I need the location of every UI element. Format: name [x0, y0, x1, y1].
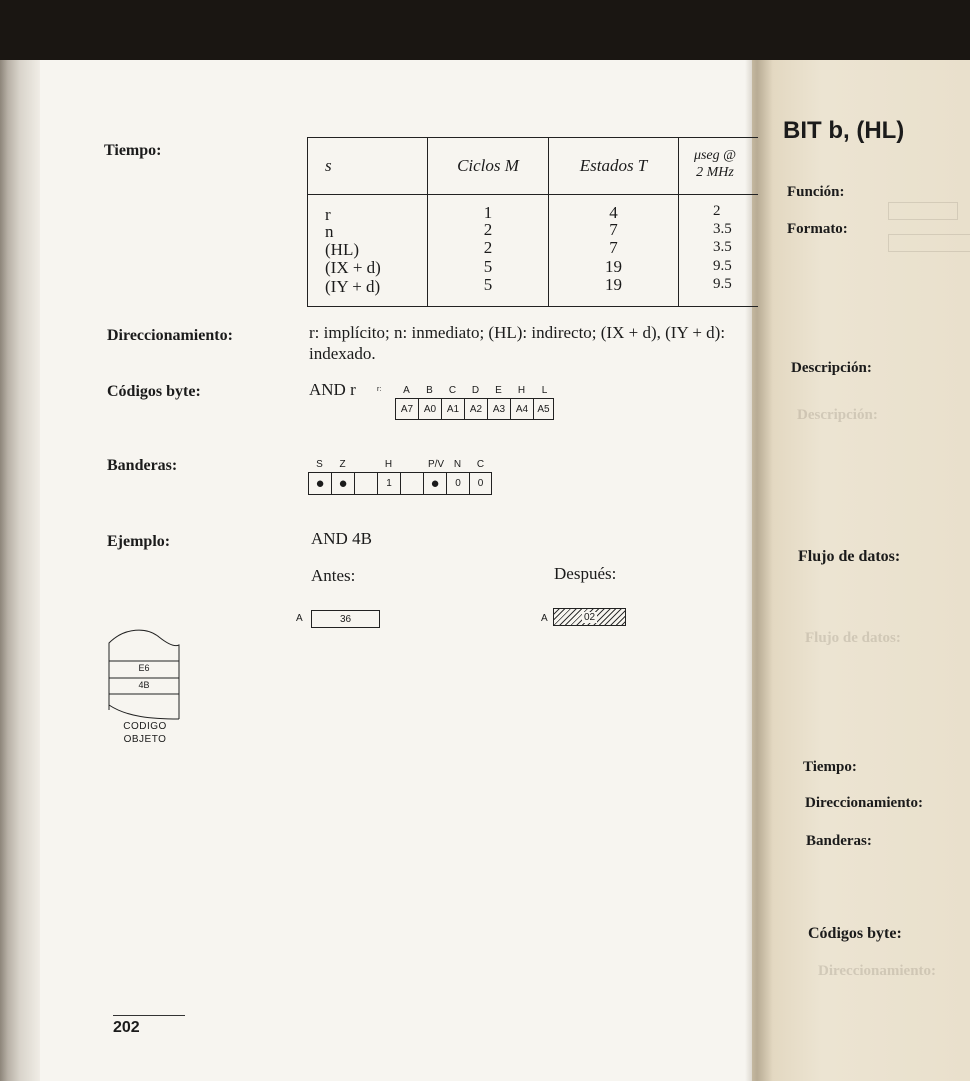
- opcode-cell: A0: [418, 398, 442, 420]
- flag-label-n: N: [453, 459, 462, 470]
- flag-label-z: Z: [339, 459, 346, 470]
- right-label-flujo: Flujo de datos:: [798, 548, 901, 565]
- flag-label-s: S: [316, 459, 323, 470]
- flag-cell: [354, 472, 378, 495]
- table-row-t: 7: [609, 238, 618, 257]
- example-instruction: AND 4B: [311, 529, 372, 548]
- addressing-line-1: r: implícito; n: inmediato; (HL): indirecto; (IX + d), (IY + d):: [309, 323, 726, 342]
- register-prefix: r:: [377, 386, 382, 393]
- right-label-descripcion: Descripción:: [791, 360, 872, 376]
- table-row-m: 5: [483, 275, 493, 294]
- table-row-t: 7: [609, 220, 618, 239]
- table-row-s: (HL): [325, 240, 359, 259]
- table-row-us: 9.5: [713, 258, 732, 274]
- ghost-format-box-1: [888, 202, 958, 220]
- register-a-after: [553, 608, 626, 626]
- register-label: A: [403, 385, 410, 396]
- register-a-after-value: 02: [583, 611, 596, 623]
- right-label-tiempo: Tiempo:: [803, 759, 857, 775]
- table-row-us: 2: [713, 203, 721, 219]
- table-row-s: (IX + d): [325, 258, 381, 277]
- addressing-line-2: indexado.: [309, 344, 376, 363]
- ghost-text-flujo: Flujo de datos:: [805, 630, 901, 646]
- table-row-m: 2: [483, 238, 493, 257]
- table-header-s: s: [325, 156, 332, 175]
- ghost-text-descripcion: Descripción:: [797, 407, 878, 423]
- object-code-caption-1: CODIGO: [123, 721, 167, 732]
- flag-cell: 1: [377, 472, 401, 495]
- flag-label-c: C: [476, 459, 485, 470]
- table-header-ciclos: Ciclos M: [457, 156, 519, 175]
- page-number: 202: [113, 1019, 140, 1036]
- register-label: C: [448, 385, 457, 396]
- right-label-codigos-byte: Códigos byte:: [808, 925, 902, 942]
- table-row-us: 3.5: [713, 221, 732, 237]
- table-row-t: 4: [609, 203, 618, 222]
- table-header-useg: μseg @: [693, 148, 737, 163]
- flag-cell: ●: [331, 472, 355, 495]
- label-ejemplo: Ejemplo:: [107, 533, 171, 550]
- opcode-cell: A7: [395, 398, 419, 420]
- table-row-s: (IY + d): [325, 277, 381, 296]
- table-row-us: 9.5: [713, 276, 732, 292]
- label-direccionamiento: Direccionamiento:: [107, 327, 233, 344]
- register-label: H: [517, 385, 526, 396]
- object-byte-1: E6: [138, 663, 150, 673]
- register-a-before: 36: [311, 610, 380, 628]
- register-label: L: [541, 385, 548, 396]
- table-row-m: 2: [483, 220, 493, 239]
- table-row-m: 1: [483, 203, 493, 222]
- example-after-label: Después:: [554, 564, 617, 583]
- object-code-caption-2: OBJETO: [123, 734, 167, 745]
- right-page-title: BIT b, (HL): [783, 117, 905, 144]
- opcode-cell: A2: [464, 398, 488, 420]
- flag-cell: [400, 472, 424, 495]
- object-byte-2: 4B: [138, 680, 150, 690]
- table-row-us: 3.5: [713, 239, 732, 255]
- register-a-label-after: A: [541, 613, 548, 624]
- register-label: D: [471, 385, 480, 396]
- label-tiempo: Tiempo:: [104, 142, 162, 159]
- right-label-formato: Formato:: [787, 221, 848, 237]
- opcode-cell: A3: [487, 398, 511, 420]
- ghost-format-box-2: [888, 234, 970, 252]
- timing-table: [307, 137, 758, 307]
- table-row-t: 19: [605, 257, 622, 276]
- table-header-mhz: 2 MHz: [696, 165, 734, 180]
- table-row-t: 19: [605, 275, 622, 294]
- ghost-text-direccionamiento: Direccionamiento:: [818, 963, 937, 979]
- register-label: B: [426, 385, 433, 396]
- opcode-cell: A4: [510, 398, 534, 420]
- label-banderas: Banderas:: [107, 457, 178, 474]
- footer-rule: [113, 1015, 185, 1016]
- opcode-cell: A1: [441, 398, 465, 420]
- flag-cell: ●: [423, 472, 447, 495]
- flag-cell: ●: [308, 472, 332, 495]
- opcode-cell: A5: [533, 398, 554, 420]
- table-row-s: r: [325, 205, 331, 224]
- table-header-estados: Estados T: [579, 156, 648, 175]
- register-label: E: [495, 385, 502, 396]
- flag-label-pv: P/V: [427, 459, 445, 470]
- flag-cell: 0: [469, 472, 492, 495]
- byte-code-mnemonic: AND r: [309, 380, 356, 399]
- label-codigos-byte: Códigos byte:: [107, 383, 201, 400]
- right-label-banderas: Banderas:: [806, 833, 872, 849]
- table-row-m: 5: [483, 257, 493, 276]
- table-row-s: n: [325, 222, 334, 241]
- right-label-direccionamiento: Direccionamiento:: [805, 795, 924, 811]
- flag-cell: 0: [446, 472, 470, 495]
- right-label-funcion: Función:: [787, 184, 845, 200]
- flag-label-h: H: [384, 459, 393, 470]
- register-a-label-before: A: [296, 613, 303, 624]
- example-before-label: Antes:: [311, 566, 356, 585]
